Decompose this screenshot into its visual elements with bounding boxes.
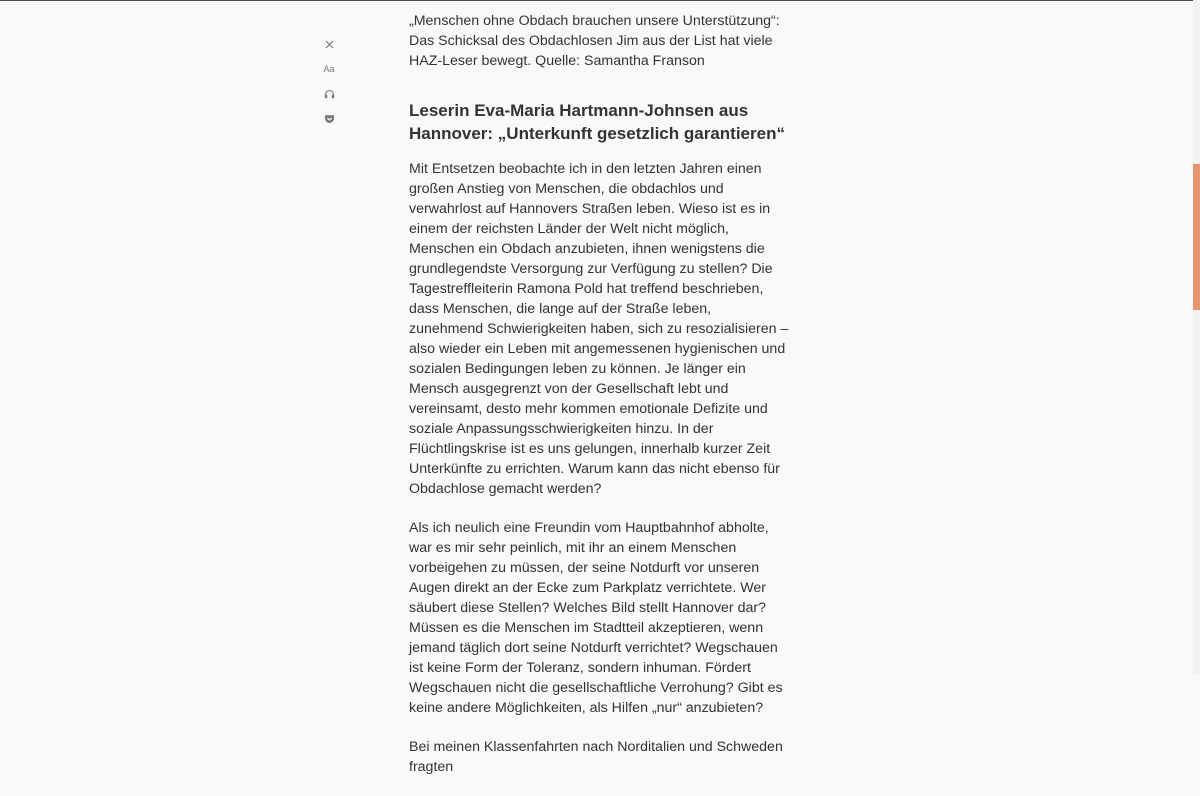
font-settings-icon: Aa [323,64,335,74]
article-subheading: Leserin Eva-Maria Hartmann-Johnsen aus Hannover: „Unterkunft gesetzlich garantieren“ [409,101,785,143]
article-paragraph: Bei meinen Klassenfahrten nach Norditalien und Schweden fragten [409,739,783,775]
pocket-icon [324,114,335,124]
scrollbar-thumb[interactable] [1193,164,1200,310]
article-body [409,11,789,796]
close-icon [325,40,334,49]
article-paragraph: Mit Entsetzen beobachte ich in den letzten Jahren einen großen Anstieg von Menschen, die obdachlos und verwahrlost auf Hannovers Straßen leben. Wieso ist es in einem der reichsten Länder der Welt nicht möglich, Menschen ein Obdach anzubieten, ihnen wenigstens die grundlegendste Versorgung zur Verfügung zu stellen? Die Tagestreffleiterin Ramona Pold hat treffend beschrieben, dass Menschen, die lange auf der Straße leben, zunehmend Schwierigkeiten haben, sich zu resozialisieren – also wieder ein Leben mit angemessenen hygienischen und sozialen Bedingungen leben zu können. Je länger ein Mensch ausgegrenzt von der Gesellschaft lebt und vereinsamt, desto mehr kommen emotionale Defizite und soziale Anpassungsschwierigkeiten hinzu. In der Flüchtlingskrise ist es uns gelungen, innerhalb kurzer Zeit Unterkünfte zu errichten. Warum kann das nicht ebenso für Obdachlose gemacht werden? [409,161,789,497]
scrollbar[interactable] [1193,0,1200,675]
article-paragraph: Als ich neulich eine Freundin vom Hauptbahnhof abholte, war es mir sehr peinlich, mit ihr an einem Menschen vorbeigehen zu müssen, der seine Notdurft vor unseren Augen direkt an der Ecke zum Parkplatz verrichtete. Wer säubert diese Stellen? Welches Bild stellt Hannover dar? Müssen es die Menschen im Stadtteil akzeptieren, wenn jemand täglich dort seine Notdurft verrichtet? Wegschauen ist keine Form der Toleranz, sondern inhuman. Fördert Wegschauen nicht die gesellschaftliche Verrohung? Gibt es keine andere Möglichkeiten, als Hilfen „nur“ anzubieten? [409,520,783,716]
close-button[interactable] [319,36,339,52]
pocket-button[interactable] [319,111,339,127]
listen-button[interactable] [319,86,339,102]
image-caption: „Menschen ohne Obdach brauchen unsere Unterstützung“: Das Schicksal des Obdachlosen Jim aus der List hat viele HAZ-Leser bewegt. Quelle: Samantha Franson [409,13,780,69]
reader-toolbar [319,36,339,136]
headphones-icon [324,89,335,99]
font-settings-button[interactable] [319,61,339,77]
window-top-border [0,0,1200,1]
